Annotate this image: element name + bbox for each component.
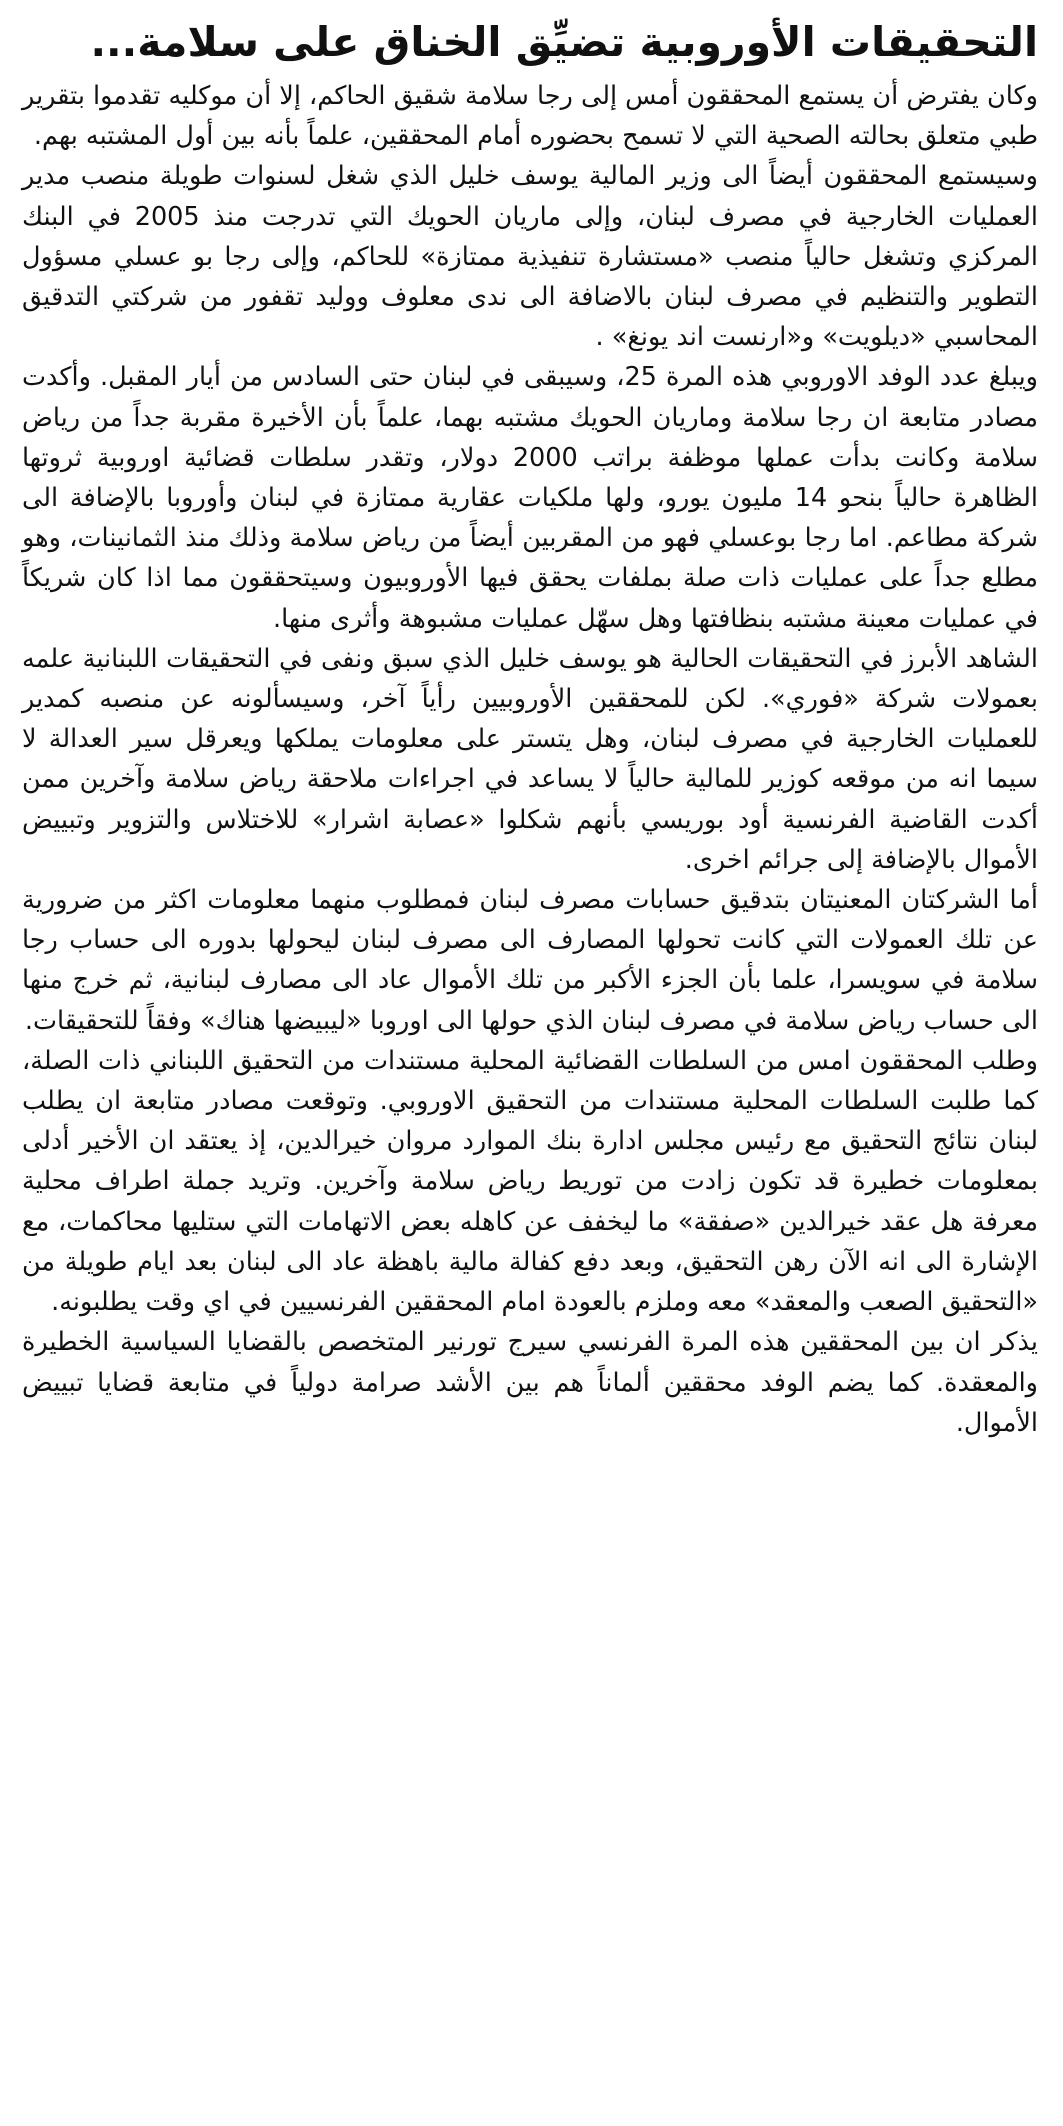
- article-paragraph: ويبلغ عدد الوفد الاوروبي هذه المرة 25، وسيبقى في لبنان حتى السادس من أيار المقبل. وأكدت مصادر متابعة ان رجا سلامة وماريان الحويك مشتبه بهما، علماً بأن الأخيرة مقربة جداً من رياض سلامة وكانت بدأت عملها موظفة براتب 2000 دولار، وتقدر سلطات قضائية اوروبية ثروتها الظاهرة حالياً بنحو 14 مليون يورو، ولها ملكيات عقارية ممتازة في لبنان وأوروبا بالإضافة الى شركة مطاعم. اما رجا بوعسلي فهو من المقربين أيضاً من رياض سلامة وذلك منذ الثمانينات، وهو مطلع جداً على عمليات ذات صلة بملفات يحقق فيها الأوروبيون وسيتحققون مما اذا كان شريكاً في عمليات معينة مشتبه بنظافتها وهل سهّل عمليات مشبوهة وأثرى منها.: [22, 362, 1039, 634]
- article: [22, 14, 1038, 2114]
- article-paragraph: وسيستمع المحققون أيضاً الى وزير المالية يوسف خليل الذي شغل لسنوات طويلة منصب مدير العمليات الخارجية في مصرف لبنان، وإلى ماريان الحويك التي تدرجت منذ 2005 في البنك المركزي وتشغل حالياً منصب «مستشارة تنفيذية ممتازة» للحاكم، وإلى رجا بو عسلي مسؤول التطوير والتنظيم في مصرف لبنان بالاضافة الى ندى معلوف ووليد تقفور من شركتي التدقيق المحاسبي «ديلويت» و«ارنست اند يونغ» .: [22, 161, 1038, 353]
- article-paragraph: وكان يفترض أن يستمع المحققون أمس إلى رجا سلامة شقيق الحاكم، إلا أن موكليه تقدموا بتقرير طبي متعلق بحالته الصحية التي لا تسمح بحضوره أمام المحققين، علماً بأنه بين أول المشتبه بهم.: [22, 81, 1038, 152]
- article-paragraph: الشاهد الأبرز في التحقيقات الحالية هو يوسف خليل الذي سبق ونفى في التحقيقات اللبنانية علمه بعمولات شركة «فوري». لكن للمحققين الأوروبيين رأياً آخر، وسيسألونه عن منصبه كمدير للعمليات الخارجية في مصرف لبنان، وهل يتستر على معلومات يملكها ويعرقل سير العدالة لا سيما انه من موقعه كوزير للمالية حالياً لا يساعد في اجراءات ملاحقة رياض سلامة وآخرين ممن أكدت القاضية الفرنسية أود بوريسي بأنهم شكلوا «عصابة اشرار» للاختلاس والتزوير وتبييض الأموال بالإضافة إلى جرائم اخرى.: [22, 643, 1038, 875]
- article-headline: التحقيقات الأوروبية تضيِّق الخناق على سلامة...: [90, 18, 1038, 66]
- article-paragraph: وطلب المحققون امس من السلطات القضائية المحلية مستندات من التحقيق اللبناني ذات الصلة، كما طلبت السلطات المحلية مستندات من التحقيق الاوروبي. وتوقعت مصادر متابعة ان يطلب لبنان نتائج التحقيق مع رئيس مجلس ادارة بنك الموارد مروان خيرالدين، إذ يعتقد ان الأخير أدلى بمعلومات خطيرة قد تكون زادت من توريط رياض سلامة وآخرين. وتريد جملة اطراف محلية معرفة هل عقد خيرالدين «صفقة» ما ليخفف عن كاهله بعض الاتهامات التي ستليها محاكمات، مع الإشارة الى انه الآن رهن التحقيق، وبعد دفع كفالة مالية باهظة عاد الى لبنان بعد ايام طويلة من «التحقيق الصعب والمعقد» معه وملزم بالعودة امام المحققين الفرنسيين في اي وقت يطلبونه.: [22, 1045, 1038, 1318]
- article-paragraph: يذكر ان بين المحققين هذه المرة الفرنسي سيرج تورنير المتخصص بالقضايا السياسية الخطيرة والمعقدة. كما يضم الوفد محققين ألماناً هم بين الأشد صرامة دولياً في متابعة قضايا تبييض الأموال.: [22, 1327, 1038, 1438]
- article-paragraph: أما الشركتان المعنيتان بتدقيق حسابات مصرف لبنان فمطلوب منهما معلومات اكثر من ضرورية عن تلك العمولات التي كانت تحولها المصارف الى مصرف لبنان ليحولها بدوره الى حساب رجا سلامة في سويسرا، علما بأن الجزء الأكبر من تلك الأموال عاد الى مصارف لبنانية، ثم خرج منها الى حساب رياض سلامة في مصرف لبنان الذي حولها الى اوروبا «ليبيضها هناك» وفقاً للتحقيقات.: [22, 885, 1038, 1036]
